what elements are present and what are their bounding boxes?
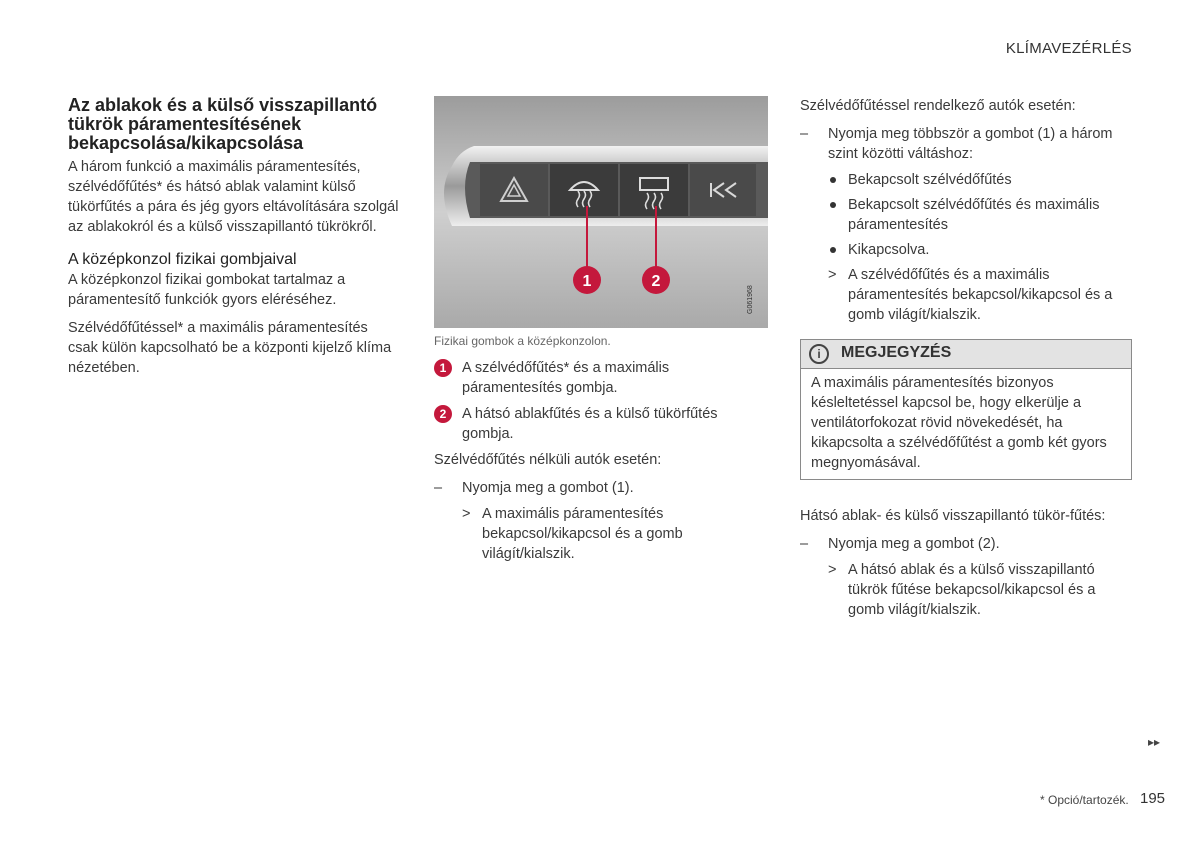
hazard-button [480, 164, 548, 216]
console-buttons-figure [434, 96, 768, 328]
result-windshield-defrost [800, 265, 1132, 325]
bullet-dot [830, 247, 836, 253]
dash-marker: – [800, 126, 809, 142]
page-number: 195 [1140, 790, 1166, 807]
callout-badge-2: 2 [434, 405, 452, 423]
step-text: Nyomja meg a gombot (2). [828, 536, 1000, 552]
result-rear-heating [800, 560, 1132, 620]
step-press-button-2 [800, 534, 1132, 554]
callout-text-1: A szélvédőfűtés* és a maximális páramentesítés gombja. [462, 360, 670, 396]
result-marker: > [828, 267, 837, 283]
article-title: Az ablakok és a külső visszapillantó tükrök páramentesítésének bekapcsolása/kikapcsolása [68, 95, 378, 153]
callout-number-1: 1 [582, 273, 592, 290]
list-item [800, 240, 1132, 260]
step-text: Nyomja meg többször a gombot (1) a három szint közötti váltáshoz: [828, 126, 1113, 162]
result-marker: > [828, 562, 837, 578]
note-text: A maximális páramentesítés bizonyos késleltetéssel kapcsol be, hogy elkerülje a ventilátorfokozat rövid növekedését, ha kikapcsolta a szélvédőfűtést a gomb két gyors megnyomásával. [811, 375, 1107, 471]
result-text: A maximális páramentesítés bekapcsol/kikapcsol és a gomb világít/kialszik. [482, 506, 683, 562]
step-press-repeatedly [800, 124, 1132, 164]
result-max-defrost [434, 504, 768, 564]
option-footnote: * Opció/tartozék. [1040, 793, 1129, 807]
left-column [68, 96, 400, 386]
subtitle: A középkonzol fizikai gombjaival [68, 251, 297, 268]
callout-number-2: 2 [651, 273, 661, 290]
middle-column [434, 96, 768, 570]
paragraph-windshield: Szélvédőfűtéssel* a maximális páramentesítés csak külön kapcsolható be a központi kijelző klíma nézetében. [68, 320, 392, 376]
result-marker: > [462, 506, 471, 522]
result-text: A hátsó ablak és a külső visszapillantó tükrök fűtése bekapcsol/kikapcsol és a gomb világít/kialszik. [848, 562, 1096, 618]
list-item-text: Kikapcsolva. [848, 242, 930, 258]
continue-arrows-icon: ▸▸ [1148, 735, 1161, 749]
figure-caption: Fizikai gombok a középkonzolon. [434, 334, 611, 348]
note-box [800, 339, 1132, 480]
console-illustration [434, 96, 768, 328]
bullet-dot [830, 202, 836, 208]
dash-marker: – [434, 480, 443, 496]
list-item [800, 195, 1132, 235]
note-title: MEGJEGYZÉS [841, 344, 952, 361]
heading-rear-window-heating: Hátsó ablak- és külső visszapillantó tükör-fűtés: [800, 508, 1106, 524]
step-text: Nyomja meg a gombot (1). [462, 480, 634, 496]
list-item-text: Bekapcsolt szélvédőfűtés és maximális páramentesítés [848, 197, 1100, 233]
callout-badge-1: 1 [434, 359, 452, 377]
info-icon: i [809, 344, 829, 364]
callout-text-2: A hátsó ablakfűtés és a külső tükörfűtés gombja. [462, 406, 718, 442]
intro-paragraph: A három funkció a maximális páramentesítés, szélvédőfűtés* és hátsó ablak valamint külső tükörfűtés a pára és jég gyors eltávolítására szolgál az ablakokról és a külső visszapillantó tükrökről. [68, 159, 399, 235]
note-header [801, 340, 1131, 369]
callout-item-1 [434, 358, 768, 398]
right-column [800, 96, 1132, 626]
heading-without-windshield-heating: Szélvédőfűtés nélküli autók esetén: [434, 452, 662, 468]
step-press-button-1 [434, 478, 768, 498]
callout-item-2 [434, 404, 768, 444]
paragraph-buttons: A középkonzol fizikai gombokat tartalmaz a páramentesítő funkciók gyors eléréséhez. [68, 272, 346, 308]
previous-track-button [690, 164, 756, 216]
section-header: KLÍMAVEZÉRLÉS [1005, 40, 1132, 57]
heading-with-windshield-heating: Szélvédőfűtéssel rendelkező autók esetén: [800, 98, 1076, 114]
figure-code: G061968 [747, 285, 754, 314]
list-item [800, 170, 1132, 190]
result-text: A szélvédőfűtés és a maximális páramentesítés bekapcsol/kikapcsol és a gomb világít/kialszik. [848, 267, 1113, 323]
list-item-text: Bekapcsolt szélvédőfűtés [848, 172, 1012, 188]
dash-marker: – [800, 536, 809, 552]
bullet-dot [830, 177, 836, 183]
